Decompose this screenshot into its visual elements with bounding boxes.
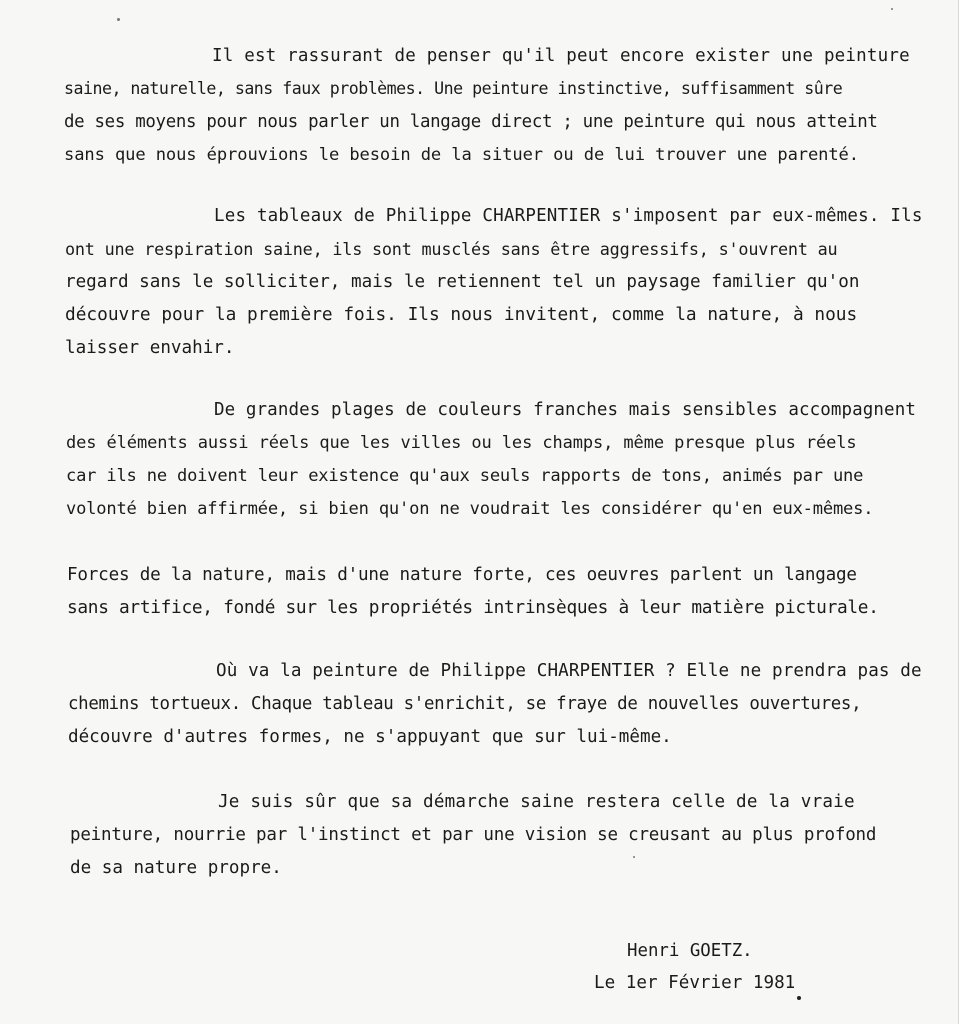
paragraph-5-line-1: Où va la peinture de Philippe CHARPENTIER ? Elle ne prendra pas de bbox=[216, 661, 922, 681]
paragraph-1-line-2: saine, naturelle, sans faux problèmes. Une peinture instinctive, suffisamment sûre bbox=[64, 79, 843, 98]
scan-speck bbox=[797, 996, 801, 1000]
paragraph-2-line-2: ont une respiration saine, ils sont musclés sans être aggressifs, s'ouvrent au bbox=[65, 239, 838, 259]
paragraph-4-line-2: sans artifice, fondé sur les propriétés intrinsèques à leur matière picturale. bbox=[67, 597, 879, 618]
scan-speck bbox=[117, 18, 120, 21]
paragraph-2-line-4: découvre pour la première fois. Ils nous invitent, comme la nature, à nous bbox=[65, 304, 858, 325]
paragraph-3-line-2: des éléments aussi réels que les villes ou les champs, même presque plus réels bbox=[66, 433, 857, 453]
scan-speck bbox=[633, 856, 635, 858]
paragraph-6-line-2: peinture, nourrie par l'instinct et par une vision se creusant au plus profond bbox=[70, 825, 877, 845]
paragraph-1-line-1: Il est rassurant de penser qu'il peut encore exister une peinture bbox=[212, 46, 910, 66]
paragraph-3-line-3: car ils ne doivent leur existence qu'aux seuls rapports de tons, animés par une bbox=[66, 466, 864, 486]
paragraph-1-line-4: sans que nous éprouvions le besoin de la situer ou de lui trouver une parenté. bbox=[64, 145, 859, 165]
paragraph-4-line-1: Forces de la nature, mais d'une nature forte, ces oeuvres parlent un langage bbox=[67, 565, 857, 585]
paragraph-1-line-3: de ses moyens pour nous parler un langage direct ; une peinture qui nous atteint bbox=[64, 112, 878, 132]
signature-date: Le 1er Février 1981 bbox=[594, 973, 796, 993]
signature-author: Henri GOETZ. bbox=[627, 941, 753, 961]
paragraph-3-line-4: volonté bien affirmée, si bien qu'on ne voudrait les considérer qu'en eux-mêmes. bbox=[66, 499, 874, 519]
paragraph-2-line-5: laisser envahir. bbox=[65, 338, 235, 358]
paragraph-2-line-1: Les tableaux de Philippe CHARPENTIER s'imposent par eux-mêmes. Ils bbox=[214, 206, 923, 226]
paragraph-6-line-3: de sa nature propre. bbox=[70, 858, 282, 878]
paragraph-6-line-1: Je suis sûr que sa démarche saine restera celle de la vraie bbox=[218, 792, 855, 812]
paragraph-5-line-2: chemins tortueux. Chaque tableau s'enrichit, se fraye de nouvelles ouvertures, bbox=[68, 694, 862, 714]
paragraph-3-line-1: De grandes plages de couleurs franches mais sensibles accompagnent bbox=[214, 400, 916, 420]
paragraph-5-line-3: découvre d'autres formes, ne s'appuyant que sur lui-même. bbox=[68, 727, 672, 747]
paragraph-2-line-3: regard sans le solliciter, mais le retiennent tel un paysage familier qu'on bbox=[65, 272, 860, 292]
scan-speck bbox=[891, 8, 893, 10]
